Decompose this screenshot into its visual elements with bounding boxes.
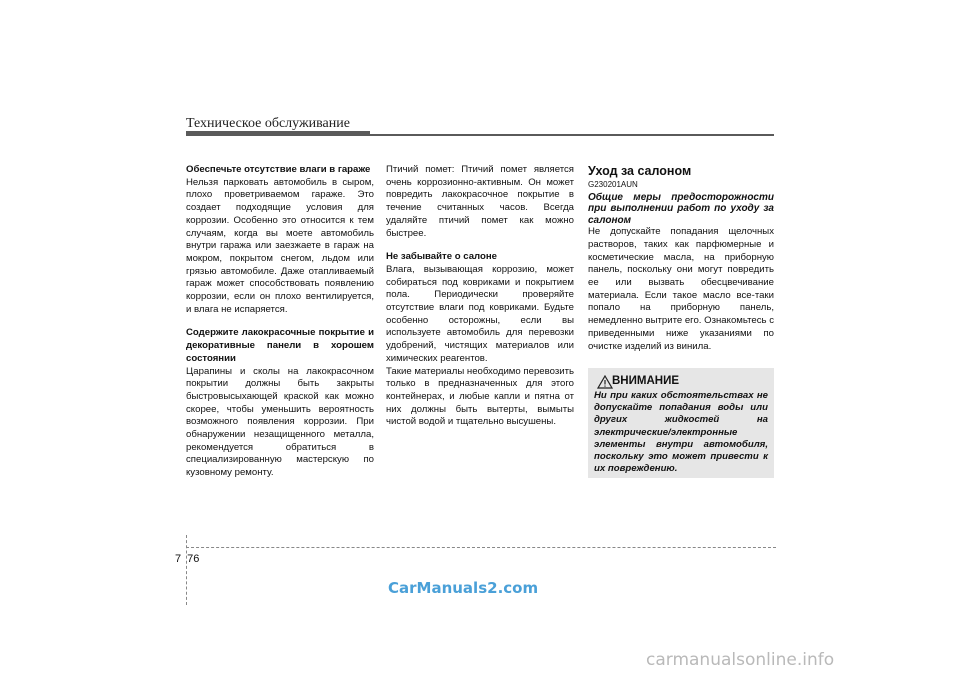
page-number-value: 76 (187, 553, 200, 565)
paragraph-interior-care: Не допускайте попадания щелочных растворов, таких как парфюмерные и косметические масла, на приборную панель, поскольку они могут повредить ее или вызвать обесцвечивание материала. Если такое масло все-таки попало на приборную панель, немедленно вытрите его. Ознакомьтесь с приведенными ниже указаниями по очистке изделий из винила. (588, 226, 774, 352)
watermark-logo-bottom[interactable]: carmanualsonline.info (646, 650, 835, 670)
page-number (175, 553, 205, 565)
section-title: Уход за салоном (588, 164, 692, 178)
header-title: Техническое обслуживание (186, 116, 350, 131)
chapter-number: 7 (175, 553, 182, 565)
paragraph-bird-droppings: Птичий помет: Птичий помет является очень коррозионно-активным. Он может повредить лакокрасочное покрытие в течение считанных часов. Всегда удаляйте птичий помет как можно быстрее. (386, 164, 574, 239)
column-middle (386, 164, 574, 429)
paragraph-garage-moisture: Нельзя парковать автомобиль в сыром, плохо проветриваемом гараже. Это создает подходящие условия для коррозии. Особенно это относится к тем случаям, когда вы моете автомобиль внутри гаража или заезжаете в гараж на мокром, покрытом снегом, льдом или грязью автомобиле. Даже отапливаемый гараж может способствовать появлению коррозии, если он плохо вентилируется, и влага не испаряется. (186, 176, 374, 315)
column-left (186, 164, 374, 480)
footer-divider-vertical (186, 535, 187, 605)
footer-rule (186, 547, 776, 548)
warning-title: ВНИМАНИЕ (612, 375, 680, 387)
watermark-logo-top[interactable]: CarManuals2.com (388, 579, 539, 597)
warning-triangle-icon (597, 375, 613, 389)
heading-paint-care: Содержите лакокрасочные покрытие и декоративные панели в хорошем состоянии (186, 327, 374, 364)
section-subtitle: Общие меры предосторожности при выполнении работ по уходу за салоном (588, 191, 774, 226)
warning-box (588, 368, 774, 478)
paragraph-paint-care: Царапины и сколы на лакокрасочном покрытии должны быть закрыты быстровысыхающей краской как можно скорее, чтобы уменьшить вероятность возможного появления коррозии. При обнаружении незащищенного металла, рекомендуется обратиться в специализированную мастерскую по кузовному ремонту. (186, 365, 374, 479)
warning-text: Ни при каких обстоятельствах не допускайте попадания воды или других жидкостей на электрические/электронные элементы внутри автомобиля, поскольку это может привести к их повреждению. (594, 390, 768, 475)
heading-garage-moisture: Обеспечьте отсутствие влаги в гараже (186, 164, 371, 175)
paragraph-interior-moisture: Влага, вызывающая коррозию, может собираться под ковриками и покрытием пола. Периодически проверяйте отсутствие влаги под ковриками. Будьте особенно осторожны, если вы используете автомобиль для перевозки удобрений, чистящих материалов или химических реагентов. (386, 263, 574, 364)
heading-interior: Не забывайте о салоне (386, 251, 498, 263)
column-right (588, 164, 774, 353)
section-code: G230201AUN (588, 180, 638, 189)
paragraph-containers: Такие материалы необходимо перевозить только в предназначенных для этого контейнерах, и любые капли и пятна от них должны быть вытерты, вымыты чистой водой и тщательно высушены. (386, 365, 574, 428)
header-rule (186, 134, 774, 136)
